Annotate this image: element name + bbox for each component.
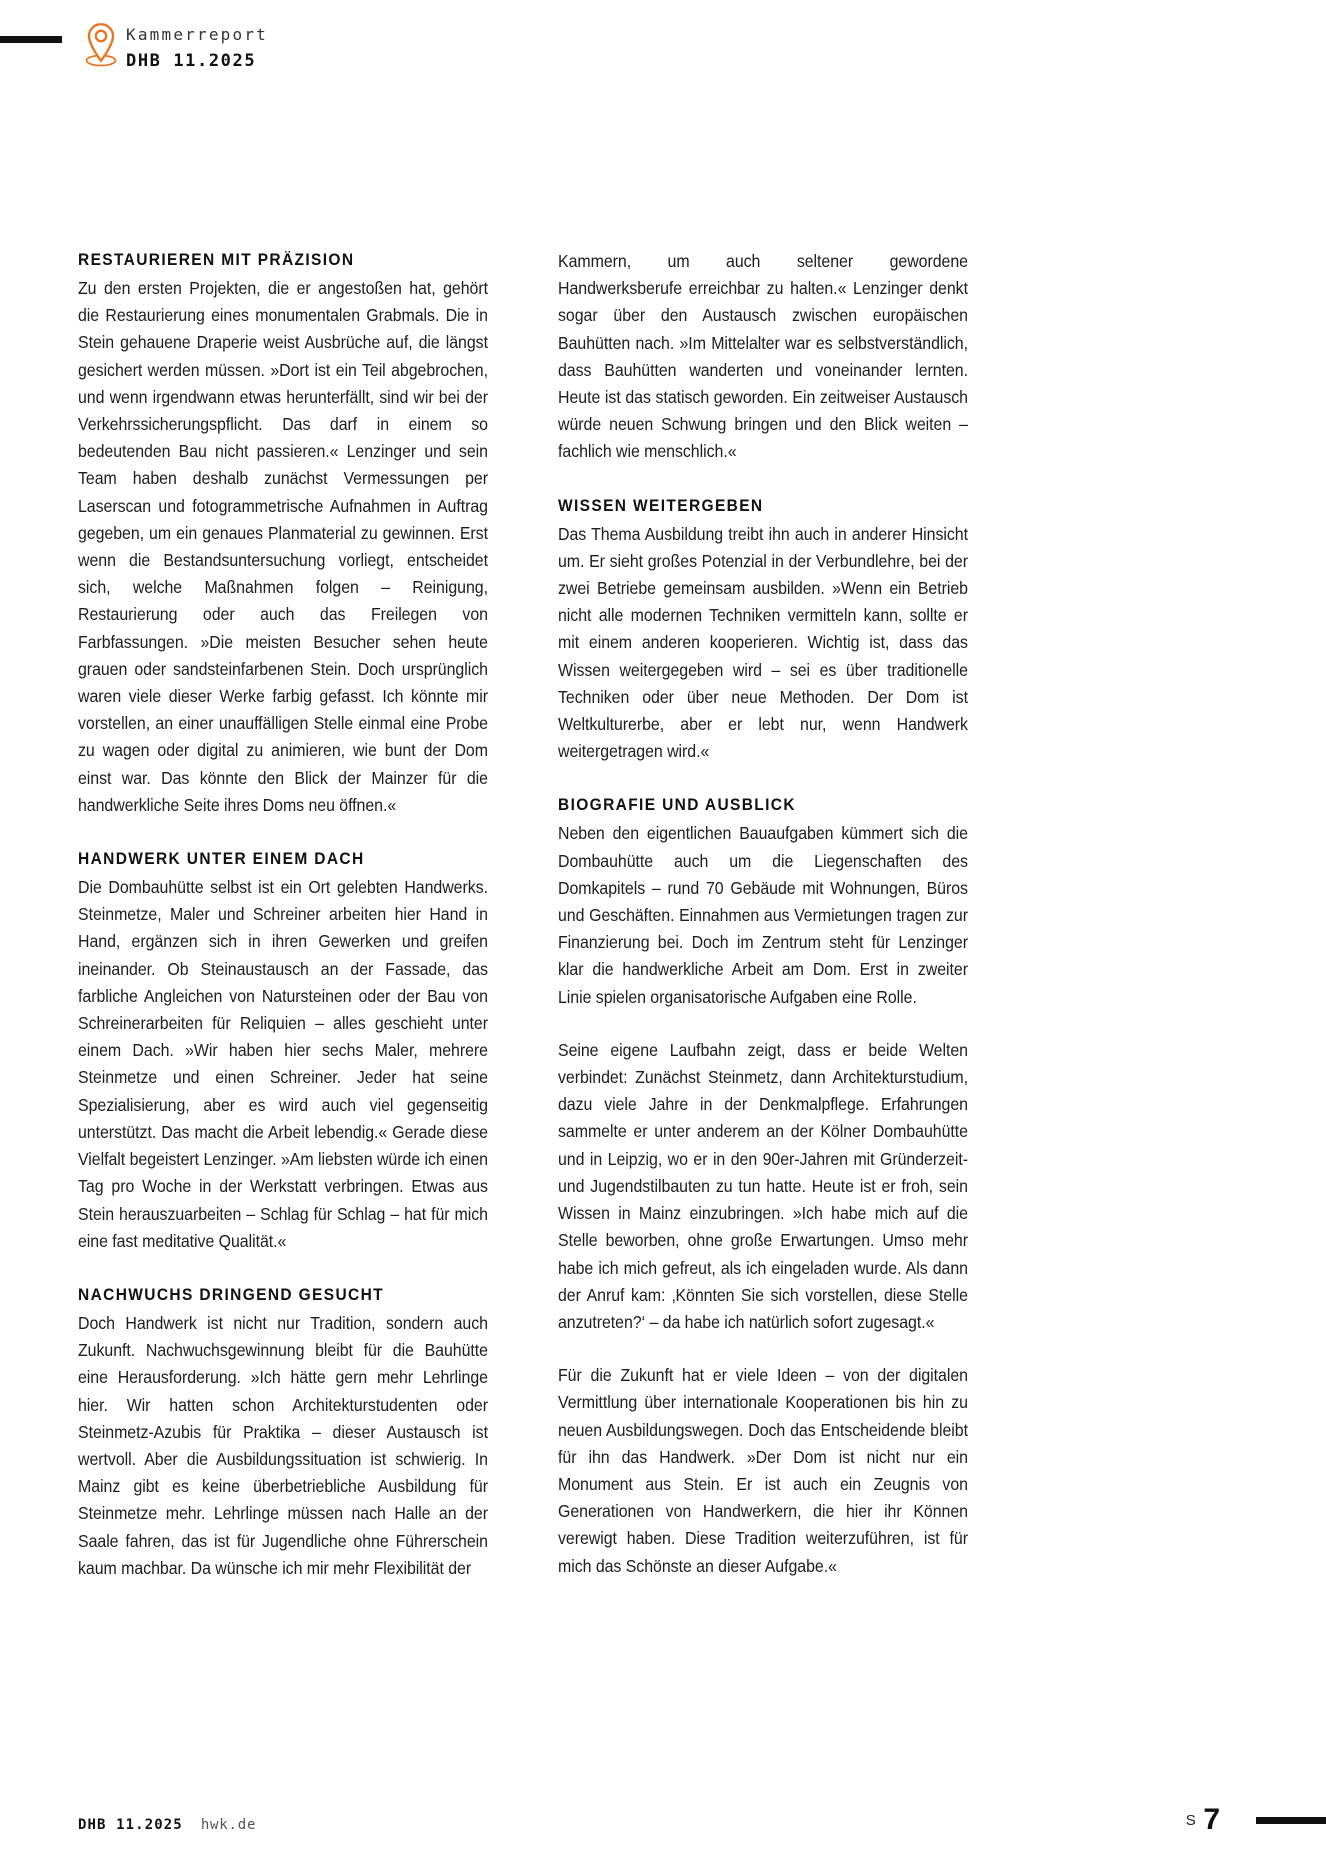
header-kicker: Kammerreport xyxy=(126,25,268,44)
header-issue: DHB 11.2025 xyxy=(126,51,257,71)
header-titles xyxy=(126,24,268,73)
section-heading-wissen: WISSEN WEITERGEBEN xyxy=(558,496,764,515)
paragraph-restaurieren: Zu den ersten Projekten, die er angestoßen hat, gehört die Restaurierung eines monumentalen Grabmals. Die in Stein gehauene Draperie weist Ausbrüche auf, die längst gesichert werden müssen. »Dort ist ein Teil abgebrochen, und wenn irgendwann etwas herunterfällt, sind wir bei der Verkehrssicherungspflicht. Das darf in einem so bedeutenden Bau nicht passieren.« Lenzinger und sein Team haben deshalb zunächst Vermessungen per Laserscan und fotogrammetrische Aufnahmen in Auftrag gegeben, um ein genaues Planmaterial zu gewinnen. Erst wenn die Bestandsuntersuchung vorliegt, entscheidet sich, welche Maßnahmen folgen – Reinigung, Restaurierung oder auch das Freilegen von Farbfassungen. »Die meisten Besucher sehen heute grauen oder sandsteinfarbenen Stein. Doch ursprünglich waren viele dieser Werke farbig gefasst. Ich könnte mir vorstellen, an einer unauffälligen Stelle einmal eine Probe zu wagen oder digital zu animieren, wie bunt der Dom einst war. Das könnte den Blick der Mainzer für die handwerkliche Seite ihres Doms neu öffnen.« xyxy=(78,278,488,815)
footer-left-group xyxy=(78,1817,256,1833)
footer-rule xyxy=(1256,1817,1326,1824)
paragraph-wissen: Das Thema Ausbildung treibt ihn auch in anderer Hinsicht um. Er sieht großes Potenzial in der Verbundlehre, bei der zwei Betriebe gemeinsam ausbilden. »Wenn ein Betrieb nicht alle modernen Techniken vermitteln kann, sollte er mit einem anderen kooperieren. Wichtig ist, dass das Wissen weitergegeben wird – sei es über traditionelle Techniken oder über neue Methoden. Der Dom ist Weltkulturerbe, aber er lebt nur, wenn Handwerk weitergetragen wird.« xyxy=(558,523,968,762)
page-footer xyxy=(0,1779,1326,1875)
page-number-prefix: S xyxy=(1185,1811,1197,1829)
footer-right-group xyxy=(1186,1805,1326,1835)
paragraph-zukunft: Für die Zukunft hat er viele Ideen – von der digitalen Vermittlung über internationale Kooperationen bis hin zu neuen Ausbildungswegen. Doch das Entscheidende bleibt für ihn das Handwerk. »Der Dom ist nicht nur ein Monument aus Stein. Er ist auch ein Zeugnis von Generationen von Handwerkern, die hier ihr Können verewigt haben. Diese Tradition weiterzuführen, ist für mich das Schönste an dieser Aufgabe.« xyxy=(558,1365,968,1576)
section-heading-handwerk: HANDWERK UNTER EINEM DACH xyxy=(78,850,365,869)
section-heading-nachwuchs: NACHWUCHS DRINGEND GESUCHT xyxy=(78,1285,385,1304)
page-number: 7 xyxy=(1203,1803,1220,1836)
paragraph-handwerk: Die Dombauhütte selbst ist ein Ort gelebten Handwerks. Steinmetze, Maler und Schreiner arbeiten hier Hand in Hand, ergänzen sich in ihren Gewerken und greifen ineinander. Ob Steinaustausch an der Fassade, das farbliche Angleichen von Natursteinen oder der Bau von Schreinerarbeiten für Reliquien – alles geschieht unter einem Dach. »Wir haben hier sechs Maler, mehrere Steinmetze und einen Schreiner. Jeder hat seine Spezialisierung, aber es wird auch viel gegenseitig unterstützt. Das macht die Arbeit lebendig.« Gerade diese Vielfalt begeistert Lenzinger. »Am liebsten würde ich einen Tag pro Woche in der Werkstatt verbringen. Etwas aus Stein herauszuarbeiten – Schlag für Schlag – hat für mich eine fast meditative Qualität.« xyxy=(78,877,488,1251)
map-pin-icon xyxy=(84,22,118,68)
page-header xyxy=(0,0,1326,110)
paragraph-kammern: Kammern, um auch seltener gewordene Handwerksberufe erreichbar zu halten.« Lenzinger denkt sogar über den Austausch zwischen europäischen Bauhütten nach. »Im Mittelalter war es selbstverständlich, dass Bauhütten wanderten und voneinander lernten. Heute ist das statisch geworden. Ein zeitweiser Austausch würde neuen Schwung bringen und den Blick weiten – fachlich wie menschlich.« xyxy=(558,251,968,462)
section-heading-restaurieren: RESTAURIEREN MIT PRÄZISION xyxy=(78,251,355,269)
article-body xyxy=(78,248,1098,1582)
paragraph-nachwuchs: Doch Handwerk ist nicht nur Tradition, sondern auch Zukunft. Nachwuchsgewinnung bleibt für die Bauhütte eine Herausforderung. »Ich hätte gern mehr Lehrlinge hier. Wir hatten schon Architekturstudenten oder Steinmetz-Azubis für Praktika – dieser Austausch ist wertvoll. Aber die Ausbildungssituation ist schwierig. In Mainz gibt es keine überbetriebliche Ausbildung für Steinmetze mehr. Lehrlinge müssen nach Halle an der Saale fahren, das ist für Jugendliche ohne Führerschein kaum machbar. Da wünsche ich mir mehr Flexibilität der xyxy=(78,1312,488,1578)
footer-url[interactable]: hwk.de xyxy=(200,1817,257,1833)
right-column xyxy=(558,248,968,1582)
paragraph-biografie: Neben den eigentlichen Bauaufgaben kümmert sich die Dombauhütte auch um die Liegenschaften des Domkapitels – rund 70 Gebäude mit Wohnungen, Büros und Geschäften. Einnahmen aus Vermietungen tragen zur Finanzierung bei. Doch im Zentrum steht für Lenzinger klar die handwerkliche Arbeit am Dom. Erst in zweiter Linie spielen organisatorische Aufgaben eine Rolle. xyxy=(558,823,968,1007)
footer-issue: DHB 11.2025 xyxy=(78,1817,183,1833)
left-column xyxy=(78,248,488,1582)
paragraph-laufbahn: Seine eigene Laufbahn zeigt, dass er beide Welten verbindet: Zunächst Steinmetz, dann Architekturstudium, dazu viele Jahre in der Denkmalpflege. Erfahrungen sammelte er unter anderem an der Kölner Dombauhütte und in Leipzig, wo er in den 90er-Jahren mit Gründerzeit- und Jugendstilbauten zu tun hatte. Heute ist er froh, sein Wissen in Mainz einzubringen. »Ich habe mich auf die Stelle beworben, ohne große Erwartungen. Umso mehr habe ich mich gefreut, als ich eingeladen wurde. Als dann der Anruf kam: ‚Könnten Sie sich vorstellen, diese Stelle anzutreten?‘ – da habe ich natürlich sofort zugesagt.« xyxy=(558,1039,968,1332)
header-rule xyxy=(0,36,62,43)
two-column-layout xyxy=(78,248,1098,1582)
section-heading-biografie: BIOGRAFIE UND AUSBLICK xyxy=(558,796,796,815)
